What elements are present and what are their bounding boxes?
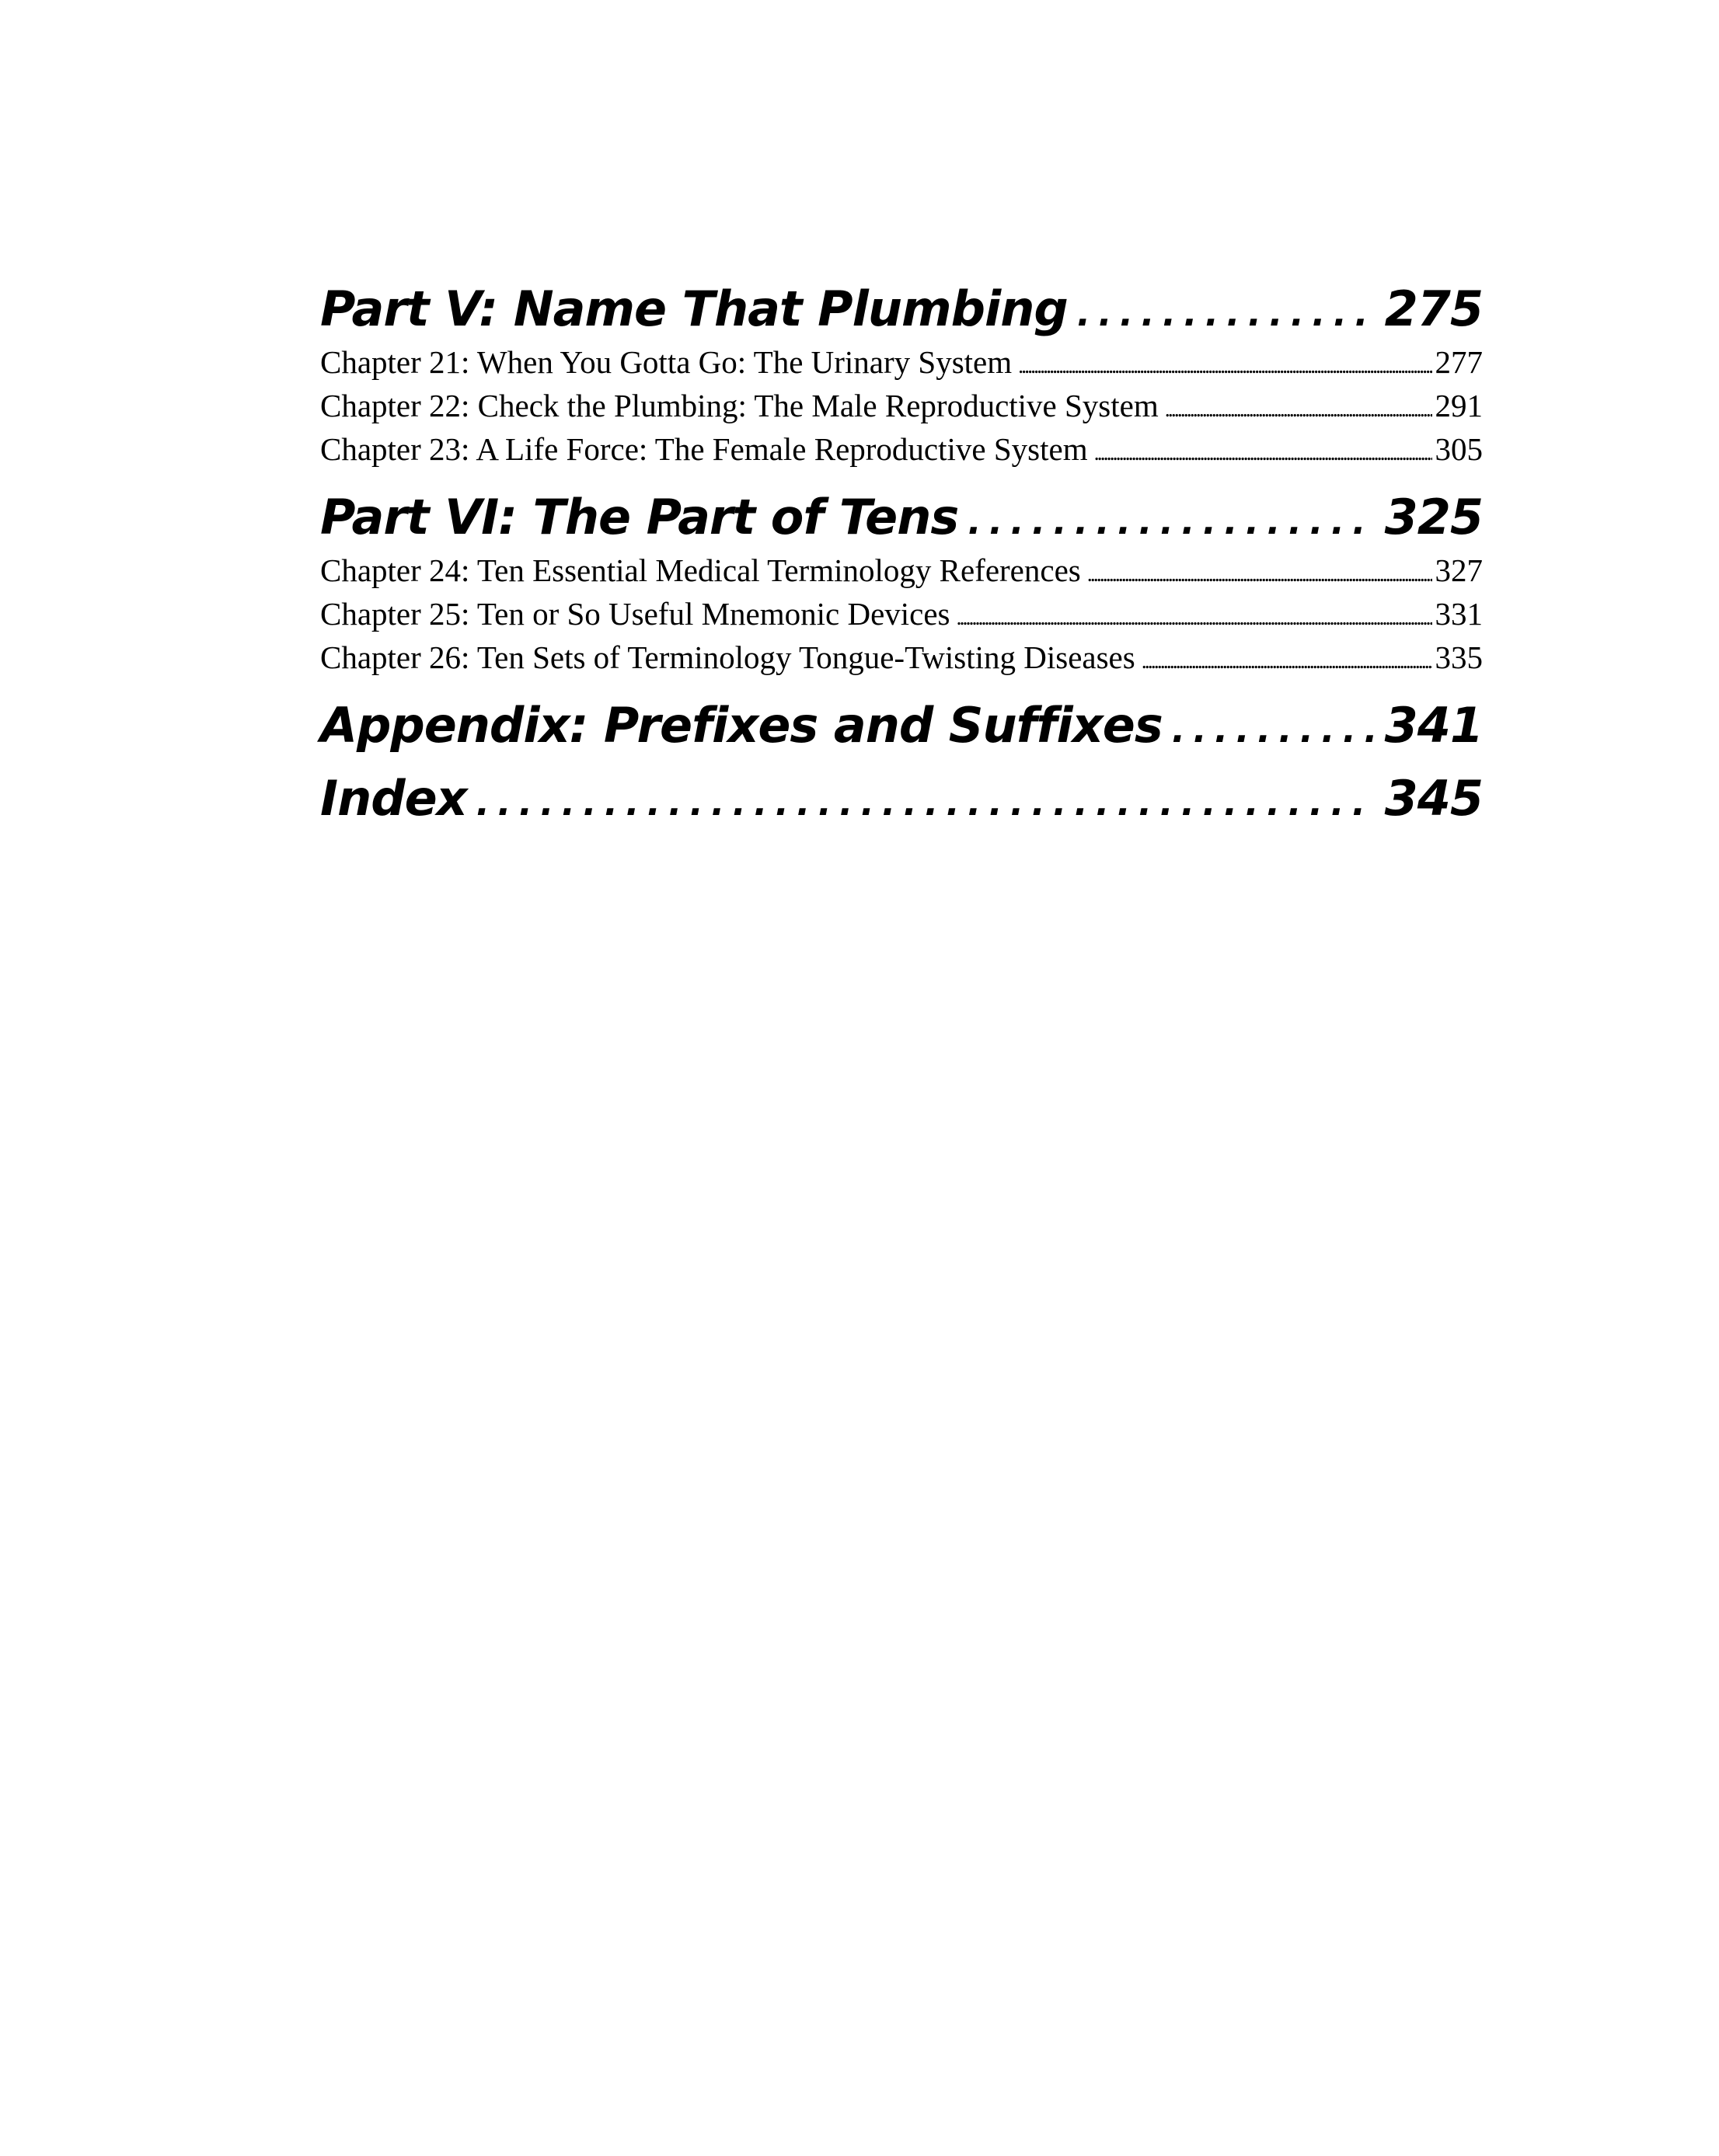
part-title: Part VI: The Part of Tens xyxy=(320,489,959,545)
toc-chapter-entry[interactable] xyxy=(320,549,1483,592)
toc-chapter-entry[interactable] xyxy=(320,592,1483,636)
chapter-title: Chapter 24: Ten Essential Medical Terminology References xyxy=(320,552,1081,588)
toc-chapter-entry[interactable] xyxy=(320,340,1483,384)
toc-appendix-entry[interactable] xyxy=(320,696,1483,755)
index-title: Index xyxy=(320,770,467,827)
page-number: 291 xyxy=(1435,388,1483,423)
chapter-title: Chapter 21: When You Gotta Go: The Urinary System xyxy=(320,344,1013,380)
page-number: 331 xyxy=(1435,596,1483,632)
dot-leader xyxy=(1165,388,1432,432)
page-number: 275 xyxy=(1384,280,1483,337)
toc-chapter-entry[interactable] xyxy=(320,636,1483,679)
chapter-title: Chapter 25: Ten or So Useful Mnemonic Devices xyxy=(320,596,950,632)
appendix-title: Appendix: Prefixes and Suffixes xyxy=(320,697,1163,754)
page-number: 327 xyxy=(1435,552,1483,588)
dot-leader xyxy=(968,492,1373,551)
page-number: 325 xyxy=(1384,489,1483,545)
dot-leader xyxy=(1087,553,1432,597)
chapter-title: Chapter 22: Check the Plumbing: The Male Reproductive System xyxy=(320,388,1159,423)
page-number: 341 xyxy=(1384,697,1483,754)
part-title: Part V: Name That Plumbing xyxy=(320,280,1068,337)
toc-index-entry[interactable] xyxy=(320,769,1483,828)
toc-chapter-entry[interactable] xyxy=(320,384,1483,427)
toc-chapter-entry[interactable] xyxy=(320,427,1483,471)
page-number: 345 xyxy=(1384,770,1483,827)
dot-leader xyxy=(1142,640,1432,684)
dot-leader xyxy=(1077,284,1374,343)
toc-part-entry[interactable] xyxy=(320,280,1483,339)
page-number: 305 xyxy=(1435,431,1483,467)
dot-leader xyxy=(1094,432,1432,475)
chapter-title: Chapter 23: A Life Force: The Female Reproductive System xyxy=(320,431,1088,467)
page-number: 277 xyxy=(1435,344,1483,380)
page-number: 335 xyxy=(1435,639,1483,675)
table-of-contents xyxy=(320,280,1483,828)
dot-leader xyxy=(1172,700,1374,759)
dot-leader xyxy=(957,597,1432,640)
chapter-title: Chapter 26: Ten Sets of Terminology Tongue-Twisting Diseases xyxy=(320,639,1135,675)
toc-part-entry[interactable] xyxy=(320,488,1483,547)
dot-leader xyxy=(1018,345,1431,388)
dot-leader xyxy=(476,773,1374,832)
